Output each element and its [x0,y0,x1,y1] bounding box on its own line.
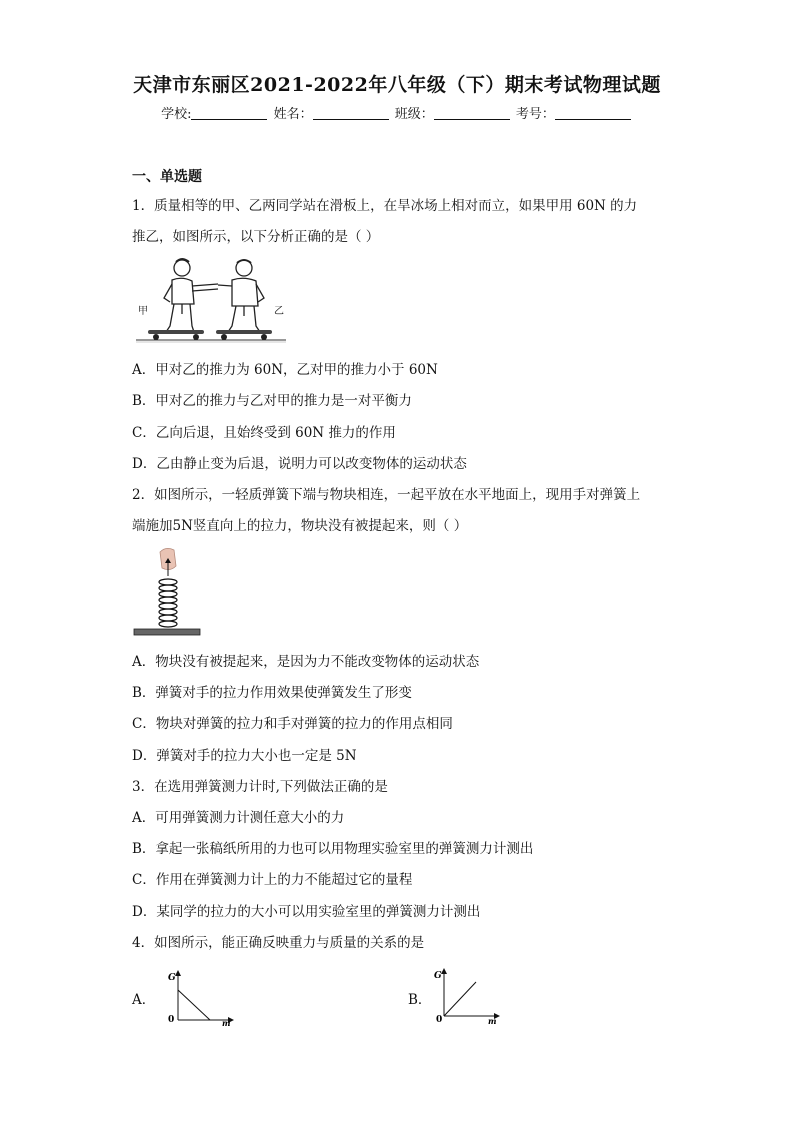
q4-option-b-label[interactable]: B． [408,992,432,1008]
q3-option-c[interactable]: C．作用在弹簧测力计上的力不能超过它的量程 [132,872,413,888]
block-icon [134,629,200,635]
student-info-line [0,103,794,122]
q4a-origin: 0 [168,1015,175,1025]
q2-spring-figure [132,546,204,638]
q4b-origin: 0 [436,1015,443,1024]
person-b-icon [218,260,264,332]
q4-option-a-label[interactable]: A． [132,992,156,1008]
q2-option-c[interactable]: C．物块对弹簧的拉力和手对弹簧的拉力的作用点相同 [132,716,453,732]
q3-option-a[interactable]: A．可用弹簧测力计测任意大小的力 [132,810,345,826]
spring-icon [159,579,177,627]
skateboard-b-icon [216,330,272,340]
q2-option-d[interactable]: D．弹簧对手的拉力大小也一定是 5N [132,748,357,764]
figure-label-yi: 乙 [274,306,284,317]
q3-option-b[interactable]: B．拿起一张稿纸所用的力也可以用物理实验室里的弹簧测力计测出 [132,841,534,857]
number-blank[interactable] [555,107,631,120]
school-blank[interactable] [191,107,267,120]
q2-stem-line2: 端施加5N竖直向上的拉力，物块没有被提起来，则（ ） [132,518,468,534]
class-label: 班级： [394,107,434,122]
q1-stem-line1: 1．质量相等的甲、乙两同学站在滑板上，在旱冰场上相对而立，如果甲用 60N 的力 [132,198,638,214]
section-title: 一、单选题 [132,169,202,185]
figure-label-jia: 甲 [138,306,148,317]
class-blank[interactable] [434,107,510,120]
page-title: 天津市东丽区2021-2022年八年级（下）期末考试物理试题 [133,74,661,96]
q4a-axis-y: G [168,973,176,983]
name-label: 姓名： [273,107,313,122]
number-label: 考号： [515,107,555,122]
q4-option-b-graph[interactable] [432,966,502,1024]
q1-option-b[interactable]: B．甲对乙的推力与乙对甲的推力是一对平衡力 [132,393,412,409]
hand-icon [160,548,176,576]
q4b-axis-y: G [434,971,442,981]
q4-option-a-graph[interactable] [166,968,236,1026]
q3-option-d[interactable]: D．某同学的拉力的大小可以用实验室里的弹簧测力计测出 [132,904,481,920]
q4-stem-line1: 4．如图所示，能正确反映重力与质量的关系的是 [132,935,425,951]
q2-stem-line1: 2．如图所示，一轻质弹簧下端与物块相连，一起平放在水平地面上，现用手对弹簧上 [132,487,641,503]
q4b-axis-x: m [488,1016,497,1024]
q2-option-b[interactable]: B．弹簧对手的拉力作用效果使弹簧发生了形变 [132,685,412,701]
q4a-axis-x: m [222,1018,231,1026]
skateboard-a-icon [148,330,204,340]
school-label: 学校: [161,107,192,122]
q1-stem-line2: 推乙，如图所示，以下分析正确的是（ ） [132,229,380,245]
q1-option-c[interactable]: C．乙向后退，且始终受到 60N 推力的作用 [132,425,396,441]
q1-skaters-figure [136,254,286,346]
q1-option-a[interactable]: A．甲对乙的推力为 60N，乙对甲的推力小于 60N [132,362,438,378]
q2-option-a[interactable]: A．物块没有被提起来，是因为力不能改变物体的运动状态 [132,654,480,670]
q1-option-d[interactable]: D．乙由静止变为后退，说明力可以改变物体的运动状态 [132,456,467,472]
name-blank[interactable] [313,107,389,120]
q3-stem-line1: 3．在选用弹簧测力计时,下列做法正确的是 [132,779,388,795]
person-a-icon [164,259,218,332]
